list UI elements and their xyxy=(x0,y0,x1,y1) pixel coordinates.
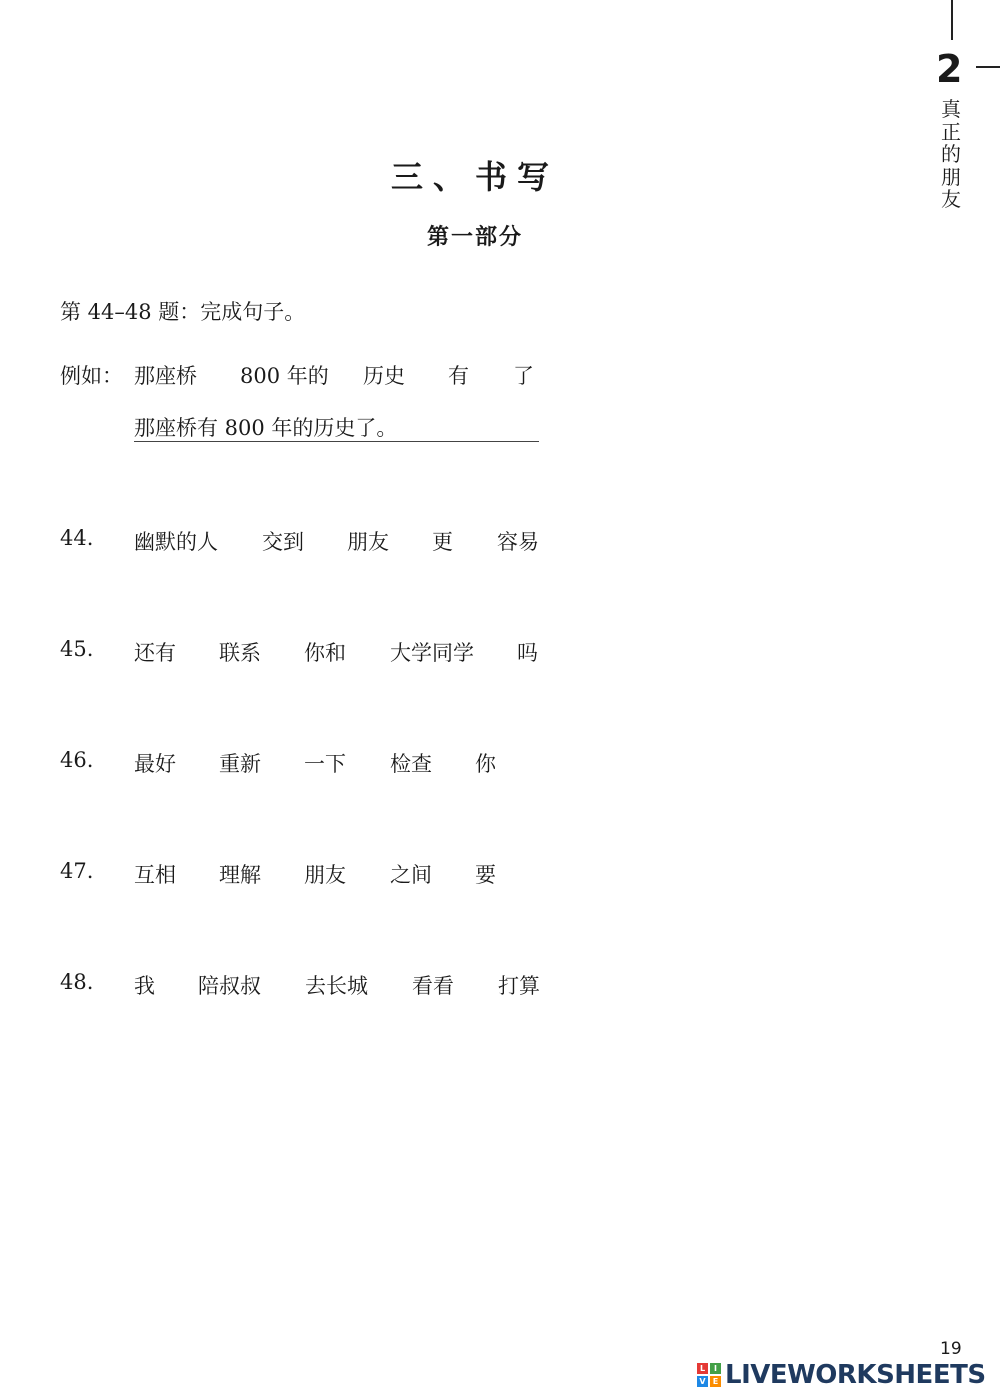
question-word: 更 xyxy=(432,530,453,554)
logo-badge-letter: I xyxy=(710,1363,721,1374)
question-number: 44. xyxy=(60,526,94,550)
question-word: 最好 xyxy=(134,752,176,776)
question-word: 大学同学 xyxy=(390,641,474,665)
question-number: 48. xyxy=(60,970,94,994)
question-word: 理解 xyxy=(219,863,261,887)
section-subtitle: 第一部分 xyxy=(426,224,523,250)
liveworksheets-watermark[interactable] xyxy=(697,1360,986,1390)
logo-badge-letter: V xyxy=(697,1376,708,1387)
chapter-title-char: 真 xyxy=(941,97,961,121)
page-number: 19 xyxy=(940,1339,962,1359)
logo-badge-letter: E xyxy=(710,1376,721,1387)
question-word: 朋友 xyxy=(304,863,346,887)
instruction: 第 44–48 题：完成句子。 xyxy=(60,300,306,324)
question-word: 朋友 xyxy=(347,530,389,554)
question-word: 你 xyxy=(475,752,496,776)
question-word: 要 xyxy=(475,863,496,887)
chapter-title-char: 朋 xyxy=(941,164,961,189)
question-word: 我 xyxy=(134,974,155,998)
question-word: 之间 xyxy=(390,863,432,887)
question-number: 46. xyxy=(60,748,94,772)
question-word: 你和 xyxy=(304,641,346,665)
example-label: 例如： xyxy=(60,364,123,388)
chapter-title-char: 友 xyxy=(941,187,961,211)
question-word: 容易 xyxy=(497,530,539,554)
question-word: 重新 xyxy=(219,752,261,776)
chapter-title-char: 正 xyxy=(941,119,961,144)
question-word: 交到 xyxy=(262,530,304,554)
example-word: 800 年的 xyxy=(240,364,329,388)
question-word: 吗 xyxy=(517,641,538,665)
chapter-number: 2 xyxy=(936,47,963,91)
question-number: 47. xyxy=(60,859,94,883)
question-word: 看看 xyxy=(412,974,454,998)
question-word: 一下 xyxy=(304,752,346,776)
example-word: 历史 xyxy=(363,364,405,388)
watermark-text: LIVEWORKSHEETS xyxy=(725,1360,986,1390)
example-word: 有 xyxy=(448,364,469,388)
chapter-divider-line xyxy=(951,0,953,40)
section-title: 三、书写 xyxy=(390,158,559,196)
example-answer-line xyxy=(134,441,539,442)
chapter-dash xyxy=(976,66,1000,68)
question-word: 去长城 xyxy=(305,974,368,998)
question-word: 还有 xyxy=(134,641,176,665)
liveworksheets-logo-icon xyxy=(697,1363,721,1387)
question-word: 打算 xyxy=(498,974,540,998)
question-word: 联系 xyxy=(219,641,261,665)
question-number: 45. xyxy=(60,637,94,661)
question-word: 互相 xyxy=(134,863,176,887)
chapter-title-char: 的 xyxy=(941,142,961,166)
example-word: 那座桥 xyxy=(134,364,197,388)
logo-badge-letter: L xyxy=(697,1363,708,1374)
question-word: 检查 xyxy=(390,752,432,776)
example-answer: 那座桥有 800 年的历史了。 xyxy=(134,416,398,440)
question-word: 陪叔叔 xyxy=(198,974,261,998)
example-word: 了 xyxy=(513,364,534,388)
question-word: 幽默的人 xyxy=(134,530,218,554)
